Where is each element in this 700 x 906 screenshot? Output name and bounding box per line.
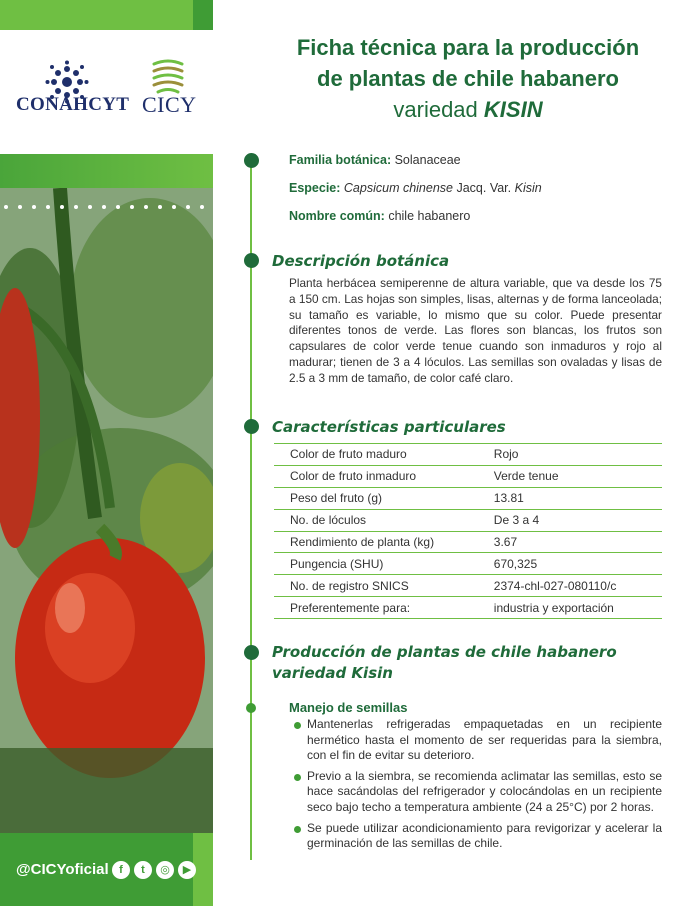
familia-value: Solanaceae (394, 153, 461, 167)
green-band (0, 154, 213, 188)
twitter-icon[interactable]: t (134, 861, 152, 879)
familia-label: Familia botánica: (289, 153, 392, 167)
list-item-text: Se puede utilizar acondicionamiento para revigorizar y acelerar la germinación de las semillas de chile. (307, 820, 662, 851)
familia-row (289, 153, 461, 167)
table-row (274, 553, 662, 575)
title-variety-prefix: variedad (393, 97, 484, 122)
list-item-text: Previo a la siembra, se recomienda aclimatar las semillas, esto se hace sacándolas del refrigerador y colocándolas en un recipiente seco bajo techo a temperatura ambiente (24 a 25°C) por 2 horas. (307, 768, 662, 814)
produccion-heading (272, 642, 617, 684)
top-green-bar (0, 0, 213, 30)
table-row (274, 597, 662, 619)
especie-label: Especie: (289, 181, 341, 195)
top-bar-stripe (193, 0, 213, 30)
row-value: 13.81 (494, 487, 662, 509)
youtube-icon[interactable]: ▶ (178, 861, 196, 879)
social-handle[interactable]: @CICYoficial (16, 861, 109, 878)
caracteristicas-heading: Características particulares (272, 418, 506, 436)
row-value: 670,325 (494, 553, 662, 575)
bullet-icon (294, 722, 301, 729)
table-row (274, 575, 662, 597)
table-row (274, 465, 662, 487)
table-row (274, 531, 662, 553)
title-line-3 (238, 94, 698, 125)
habanero-photo (0, 188, 213, 833)
page-title (238, 32, 698, 125)
title-variety-name: KISIN (483, 97, 543, 122)
produccion-heading-line-2: variedad Kisin (272, 664, 393, 682)
row-label: No. de registro SNICS (274, 575, 494, 597)
caracteristicas-table (274, 443, 662, 619)
especie-genus: Capsicum chinense (343, 181, 453, 195)
row-value: De 3 a 4 (494, 509, 662, 531)
bullet-icon (294, 774, 301, 781)
especie-variety: Kisin (514, 181, 542, 195)
table-row (274, 444, 662, 466)
nombre-comun-label: Nombre común: (289, 209, 385, 223)
row-value: 3.67 (494, 531, 662, 553)
left-column (0, 0, 213, 906)
especie-row (289, 181, 542, 195)
timeline-dot-semillas (246, 703, 256, 713)
list-item-text: Mantenerlas refrigeradas empaquetadas en un recipiente hermético hasta el momento de ser requeridas para la siembra, con el fin de evitar su deterioro. (307, 717, 662, 763)
especie-author: Jacq. Var. (453, 181, 515, 195)
dotted-divider (0, 203, 213, 211)
cicy-logo-text: CICY (142, 92, 197, 117)
table-row (274, 509, 662, 531)
row-label: Color de fruto maduro (274, 444, 494, 466)
semillas-list (294, 717, 662, 857)
timeline-dot-produccion (244, 645, 259, 660)
produccion-heading-line-1: Producción de plantas de chile habanero (272, 643, 617, 661)
list-item (294, 717, 662, 764)
descripcion-heading: Descripción botánica (272, 252, 450, 270)
row-label: Preferentemente para: (274, 597, 494, 619)
descripcion-text: Planta herbácea semiperenne de altura variable, que va desde los 75 a 150 cm. Las hojas son simples, lisas, alternas y de forma lanceolada; su tamaño es variable, lo mismo que su color. Puede presentar diferentes tonos de verde. Las flores son blancas, los frutos son capsulares de color verde tenue cuando son inmaduros y rojo al madurar; tienen de 3 a 4 lóculos. Las semillas son ovaladas y lisas de 2.5 a 3 mm de tamaño, de color café claro. (289, 276, 662, 385)
habanero-photo-illustration (0, 188, 213, 833)
facebook-icon[interactable]: f (112, 861, 130, 879)
row-value: industria y exportación (494, 597, 662, 619)
bullet-icon (294, 826, 301, 833)
conahcyt-logo-text: CONAHCYT (16, 94, 130, 115)
row-label: Rendimiento de planta (kg) (274, 531, 494, 553)
row-value: Verde tenue (494, 465, 662, 487)
nombre-comun-value: chile habanero (388, 209, 471, 223)
list-item (294, 769, 662, 816)
row-label: Peso del fruto (g) (274, 487, 494, 509)
timeline-dot-descripcion (244, 253, 259, 268)
timeline-dot-info (244, 153, 259, 168)
timeline-dot-caracteristicas (244, 419, 259, 434)
manejo-semillas-heading: Manejo de semillas (289, 700, 408, 715)
row-label: No. de lóculos (274, 509, 494, 531)
row-label: Pungencia (SHU) (274, 553, 494, 575)
row-label: Color de fruto inmaduro (274, 465, 494, 487)
table-row (274, 487, 662, 509)
title-line-1: Ficha técnica para la producción (296, 35, 640, 60)
nombre-comun-row (289, 209, 470, 223)
title-line-2: de plantas de chile habanero (317, 66, 619, 91)
bottom-bar-stripe (193, 833, 213, 906)
instagram-icon[interactable]: ◎ (156, 861, 174, 879)
row-value: Rojo (494, 444, 662, 466)
row-value: 2374-chl-027-080110/c (494, 575, 662, 597)
list-item (294, 821, 662, 852)
